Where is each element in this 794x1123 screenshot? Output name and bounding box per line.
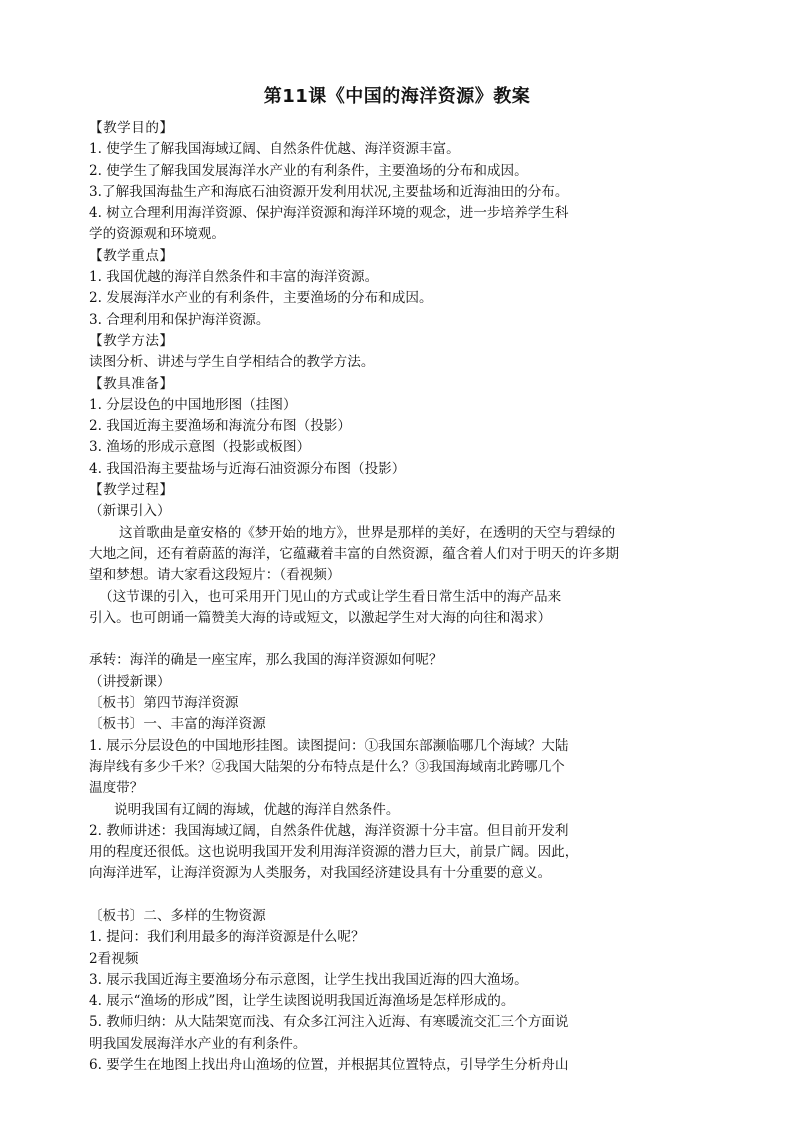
document-title: 第11课《中国的海洋资源》教案 <box>263 86 531 107</box>
text-line: 〔板书〕第四节海洋资源 <box>89 695 239 712</box>
text-line: 4. 展示“渔场的形成”图，让学生读图说明我国近海渔场是怎样形成的。 <box>89 993 515 1010</box>
text-line: 用的程度还很低。这也说明我国开发利用海洋资源的潜力巨大，前景广阔。因此， <box>89 844 579 861</box>
text-line: 3. 合理利用和保护海洋资源。 <box>89 311 270 328</box>
text-line: 2. 使学生了解我国发展海洋水产业的有利条件，主要渔场的分布和成因。 <box>89 162 528 179</box>
section-heading: 【教学目的】 <box>89 120 174 136</box>
text-line: 2. 发展海洋水产业的有利条件，主要渔场的分布和成因。 <box>89 290 433 307</box>
text-line: 1. 我国优越的海洋自然条件和丰富的海洋资源。 <box>89 269 379 286</box>
text-line: 大地之间，还有着蔚蓝的海洋，它蕴藏着丰富的自然资源，蕴含着人们对于明天的许多期 <box>89 545 620 562</box>
text-line: 承转：海洋的确是一座宝库，那么我国的海洋资源如何呢？ <box>89 652 443 669</box>
text-line: 海岸线有多少千米？②我国大陆架的分布特点是什么？③我国海域南北跨哪几个 <box>89 758 565 775</box>
text-line: 1. 分层设色的中国地形图（挂图） <box>89 396 297 413</box>
text-line: 3. 渔场的形成示意图（投影或板图） <box>89 439 311 456</box>
text-line: 明我国发展海洋水产业的有利条件。 <box>89 1035 307 1052</box>
text-line: （讲授新课） <box>89 673 171 690</box>
text-line: 3. 展示我国近海主要渔场分布示意图，让学生找出我国近海的四大渔场。 <box>89 971 528 988</box>
text-line: 5. 教师归纳：从大陆架宽而浅、有众多江河注入近海、有寒暖流交汇三个方面说 <box>89 1014 569 1031</box>
text-line: 〔板书〕一、丰富的海洋资源 <box>89 716 266 733</box>
text-line: 引入。也可朗诵一篇赞美大海的诗或短文，以激起学生对大海的向往和渴求） <box>89 609 552 626</box>
document-body <box>89 118 667 1076</box>
text-line: （这节课的引入，也可采用开门见山的方式或让学生看日常生活中的海产品来 <box>99 588 562 605</box>
text-line: 〔板书〕二、多样的生物资源 <box>89 907 266 924</box>
text-line: 2. 教师讲述：我国海域辽阔，自然条件优越，海洋资源十分丰富。但目前开发利 <box>89 822 569 839</box>
text-line: 3.了解我国海盐生产和海底石油资源开发利用状况,主要盐场和近海油田的分布。 <box>89 183 569 200</box>
text-line: （新课引入） <box>89 503 171 520</box>
section-heading: 【教学方法】 <box>89 332 174 349</box>
text-line: 说明我国有辽阔的海域，优越的海洋自然条件。 <box>114 801 400 818</box>
text-line: 1. 提问：我们利用最多的海洋资源是什么呢？ <box>89 929 365 946</box>
spacer <box>89 885 667 906</box>
text-line: 向海洋进军，让海洋资源为人类服务，对我国经济建设具有十分重要的意义。 <box>89 865 552 882</box>
text-line: 学的资源观和环境观。 <box>89 226 225 243</box>
text-line: 读图分析、讲述与学生自学相结合的教学方法。 <box>89 354 375 371</box>
section-heading: 【教具准备】 <box>89 375 174 392</box>
section-heading: 【教学过程】 <box>89 482 174 499</box>
text-line: 温度带？ <box>89 780 144 797</box>
text-line: 2看视频 <box>89 950 139 967</box>
text-line: 6. 要学生在地图上找出舟山渔场的位置，并根据其位置特点，引导学生分析舟山 <box>89 1057 569 1074</box>
text-line: 4. 树立合理利用海洋资源、保护海洋资源和海洋环境的观念，进一步培养学生科 <box>89 205 569 222</box>
spacer <box>89 629 667 650</box>
text-line: 望和梦想。请大家看这段短片：（看视频） <box>89 567 341 584</box>
text-line: 1. 使学生了解我国海域辽阔、自然条件优越、海洋资源丰富。 <box>89 141 460 158</box>
section-heading: 【教学重点】 <box>89 247 174 264</box>
text-line: 2. 我国近海主要渔场和海流分布图（投影） <box>89 418 351 435</box>
text-line: 1. 展示分层设色的中国地形挂图。读图提问：①我国东部濒临哪几个海域？大陆 <box>89 737 569 754</box>
text-line: 4. 我国沿海主要盐场与近海石油资源分布图（投影） <box>89 460 406 477</box>
text-line: 这首歌曲是童安格的《梦开始的地方》，世界是那样的美好，在透明的天空与碧绿的 <box>119 524 616 541</box>
